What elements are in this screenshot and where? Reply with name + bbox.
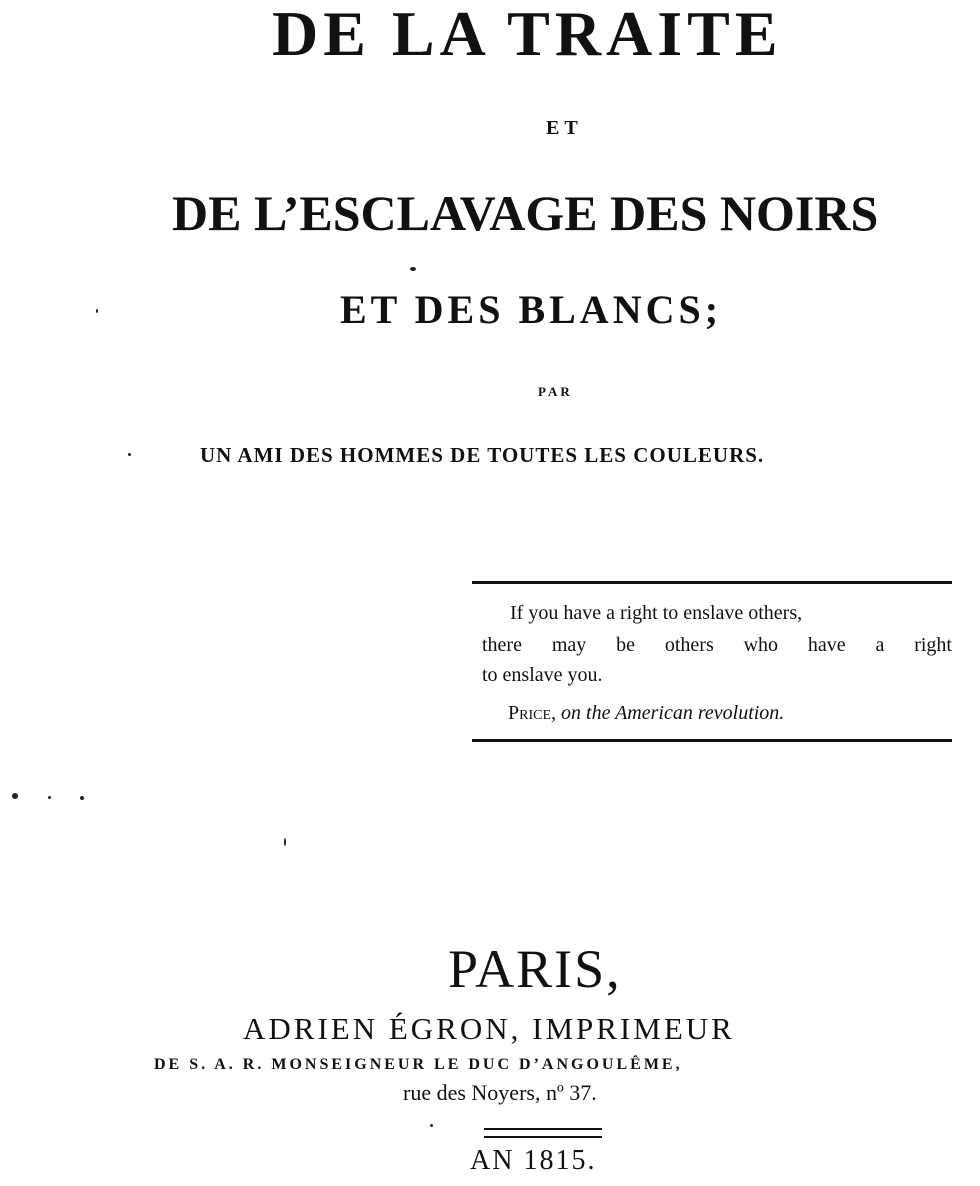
imprint-printer: ADRIEN ÉGRON, IMPRIMEUR — [243, 1011, 735, 1046]
title-line-3: ET DES BLANCS; — [340, 287, 723, 332]
title-line-1: DE LA TRAITE — [272, 0, 783, 69]
epigraph-top-rule — [472, 581, 952, 584]
epigraph-line-2: there may be others who have a right — [482, 634, 952, 656]
attribution-source: , on the American revolution. — [551, 702, 785, 724]
epigraph-line-3: to enslave you. — [482, 664, 603, 686]
double-rule-upper — [484, 1128, 602, 1130]
ink-speck — [12, 793, 18, 799]
double-rule-lower — [484, 1136, 602, 1138]
ink-speck — [96, 309, 98, 313]
epigraph-line-1: If you have a right to enslave others, — [510, 602, 803, 624]
ink-speck — [80, 796, 84, 800]
epigraph-attribution — [482, 698, 952, 728]
imprint-city: PARIS, — [448, 939, 622, 999]
epigraph-bottom-rule — [472, 739, 952, 742]
ink-speck — [430, 1124, 433, 1127]
imprint-year: AN 1815. — [470, 1145, 597, 1176]
author-line: UN AMI DES HOMMES DE TOUTES LES COULEURS. — [200, 443, 765, 467]
connector-et: ET — [546, 117, 583, 139]
ink-speck — [284, 838, 286, 846]
imprint-patron: DE S. A. R. MONSEIGNEUR LE DUC D’ANGOULÊME, — [154, 1056, 683, 1073]
attribution-name: Price — [508, 702, 552, 724]
ink-speck — [410, 267, 416, 271]
title-line-2: DE L’ESCLAVAGE DES NOIRS — [172, 185, 879, 241]
by-line: PAR — [538, 384, 573, 399]
ink-speck — [128, 453, 131, 456]
ink-speck — [48, 796, 51, 799]
imprint-address: rue des Noyers, nº 37. — [403, 1080, 597, 1105]
